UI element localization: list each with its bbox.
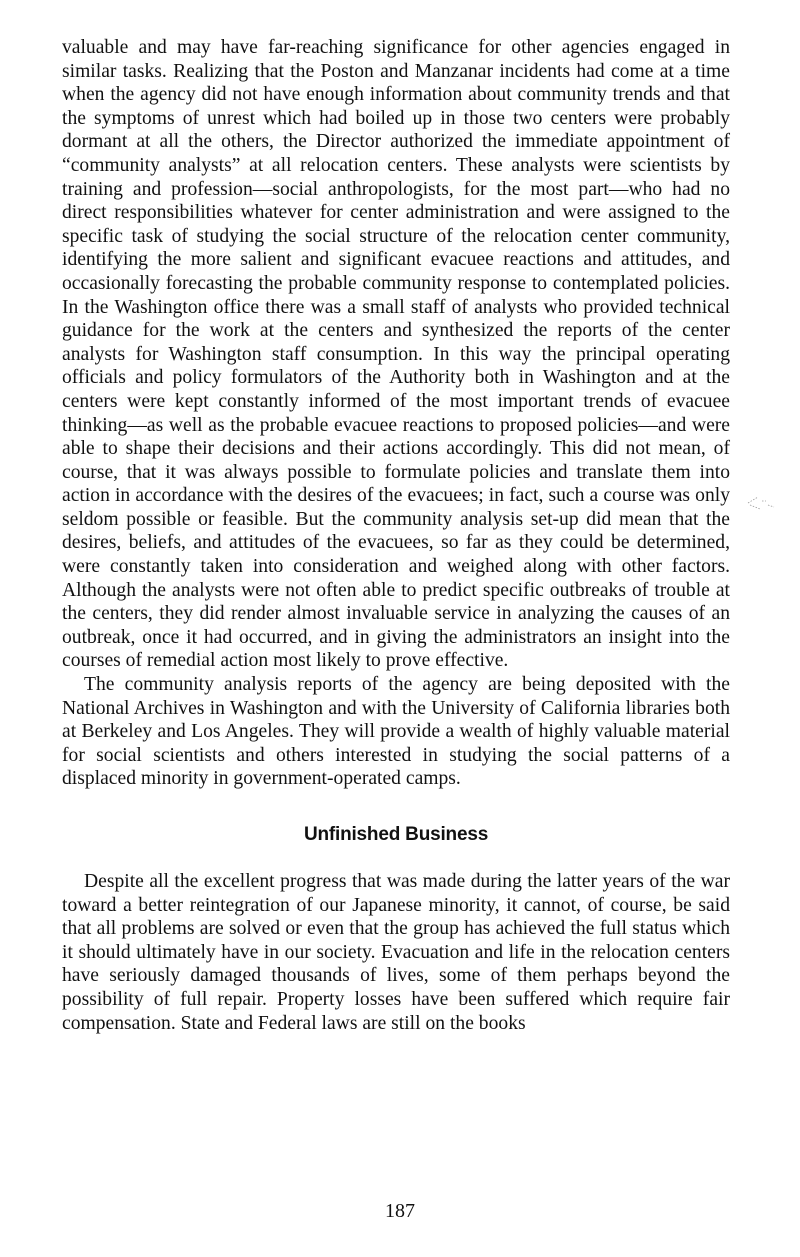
page-number: 187 xyxy=(385,1200,415,1222)
margin-mark-icon xyxy=(744,487,780,517)
page-body xyxy=(62,36,730,1035)
paragraph-analysis-reports: The community analysis reports of the agency are being deposited with the National Archives in Washington and with the University of California libraries both at Berkeley and Los Angeles. They will provide a wealth of highly valuable material for social scientists and others interested in studying the social patterns of a displaced minority in government-operated camps. xyxy=(62,674,730,790)
section-heading: Unfinished Business xyxy=(303,824,489,845)
paragraph-unfinished-business: Despite all the excellent progress that was made during the latter years of the war toward a better reintegration of our Japanese minority, it cannot, of course, be said that all problems are solved or even that the group has achieved the full status which it should ultimately have in our society. Evacuation and life in the relocation centers have seriously damaged thousands of lives, some of them perhaps beyond the possibility of full repair. Property losses have been suffered which require fair compensation. State and Federal laws are still on the books xyxy=(62,871,730,1034)
paragraph-community-analysts: valuable and may have far-reaching significance for other agencies engaged in similar tasks. Realizing that the Poston and Manzanar incidents had come at a time when the agency did not have enough information about community trends and that the symptoms of unrest which had boiled up in those two centers were probably dormant at all the others, the Director authorized the immediate appointment of “community analysts” at all relocation centers. These analysts were scientists by training and profession—social anthropologists, for the most part—who had no direct responsibilities whatever for center administration and were assigned to the specific task of studying the social structure of the relocation center community, identifying the more salient and significant evacuee reactions and attitudes, and occasionally forecasting the probable community response to contemplated policies. In the Washington office there was a small staff of analysts who provided technical guidance for the work at the centers and synthesized the reports of the center analysts for Washington staff consumption. In this way the principal operating officials and policy formulators of the Authority both in Washington and at the centers were kept constantly informed of the most important trends of evacuee thinking—as well as the probable evacuee reactions to proposed policies—and were able to shape their decisions and their actions accordingly. This did not mean, of course, that it was always possible to formulate policies and translate them into action in accordance with the desires of the evacuees; in fact, such a course was only seldom possible or feasible. But the community analysis set-up did mean that the desires, beliefs, and attitudes of the evacuees, so far as they could be determined, were constantly taken into consideration and weighed along with other factors. Although the analysts were not often able to predict specific outbreaks of trouble at the centers, they did render almost invaluable service in analyzing the causes of an outbreak, once it had occurred, and in giving the administrators an insight into the courses of remedial action most likely to prove effective. xyxy=(62,37,730,672)
